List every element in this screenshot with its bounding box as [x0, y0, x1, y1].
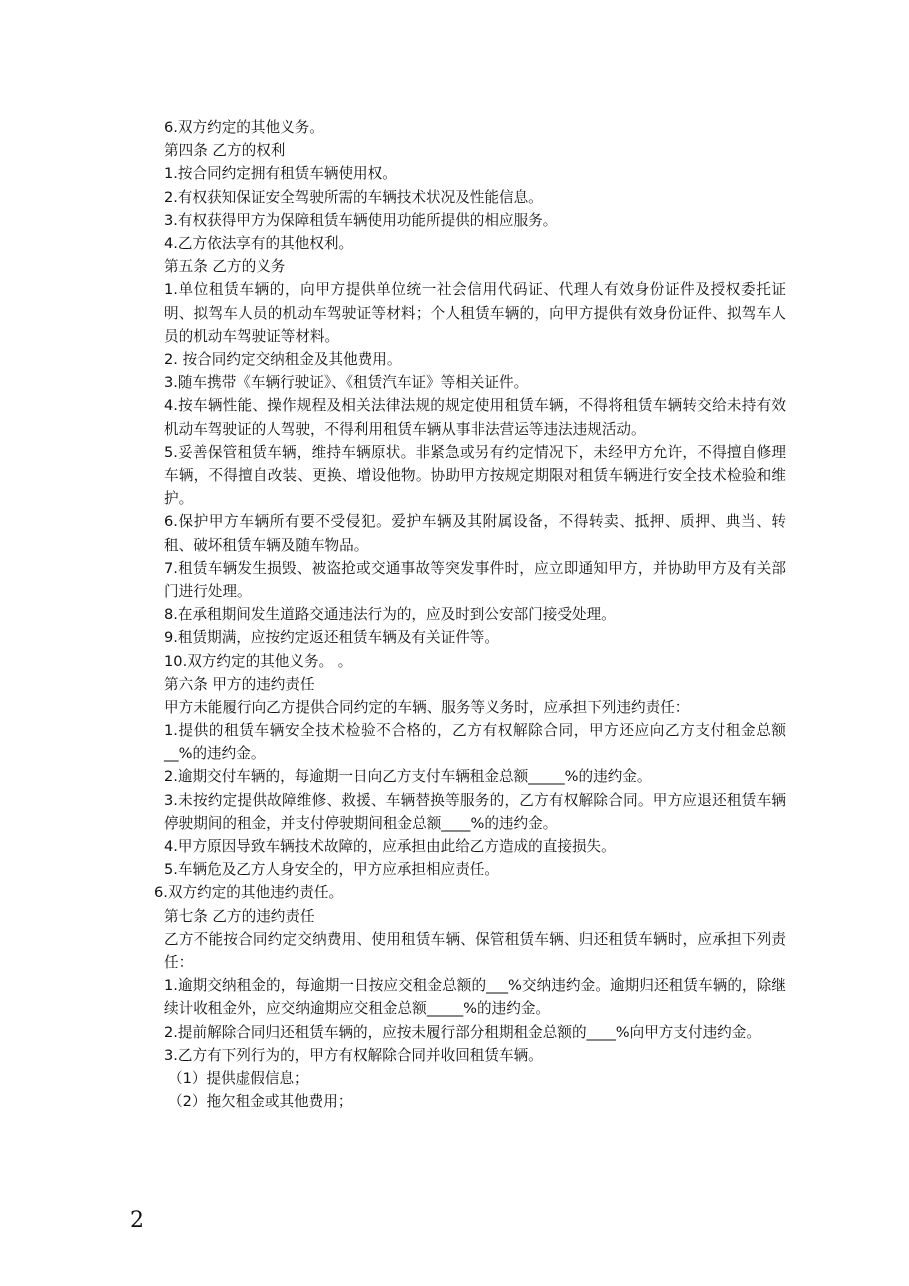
paragraph-line: 1.逾期交纳租金的，每逾期一日按应交租金总额的___%交纳违约金。逾期归还租赁车辆的，除继续计收租金外，应交纳逾期应交租金总额_____%的违约金。 [164, 977, 786, 1018]
paragraph-line: 8.在承租期间发生道路交通违法行为的，应及时到公安部门接受处理。 [164, 606, 616, 624]
paragraph-line: 1.提供的租赁车辆安全技术检验不合格的，乙方有权解除合同，甲方还应向乙方支付租金总额__%的违约金。 [164, 722, 786, 763]
paragraph-line: 5.车辆危及乙方人身安全的，甲方应承担相应责任。 [164, 861, 499, 879]
paragraph-line: 甲方未能履行向乙方提供合同约定的车辆、服务等义务时，应承担下列违约责任： [164, 698, 690, 716]
paragraph-line: （1）提供虚假信息； [168, 1070, 309, 1088]
paragraph-line: 2. 按合同约定交纳租金及其他费用。 [164, 350, 402, 368]
paragraph-line: 4.按车辆性能、操作规程及相关法律法规的规定使用租赁车辆，不得将租赁车辆转交给未持有效机动车驾驶证的人驾驶，不得利用租赁车辆从事非法营运等违法违规活动。 [164, 397, 786, 438]
paragraph-line: 4.乙方依法享有的其他权利。 [164, 234, 354, 252]
paragraph-line: 第六条 甲方的违约责任 [164, 675, 315, 693]
paragraph-line: 3.乙方有下列行为的，甲方有权解除合同并收回租赁车辆。 [164, 1046, 543, 1064]
paragraph-line: 3.未按约定提供故障维修、救援、车辆替换等服务的，乙方有权解除合同。甲方应退还租赁车辆停驶期间的租金，并支付停驶期间租金总额____%的违约金。 [164, 791, 786, 832]
paragraph-line: 第七条 乙方的违约责任 [164, 907, 315, 925]
paragraph-line: 3.随车携带《车辆行驶证》、《租赁汽车证》等相关证件。 [164, 374, 529, 392]
paragraph-line: 3.有权获得甲方为保障租赁车辆使用功能所提供的相应服务。 [164, 211, 558, 229]
paragraph-line: 2.逾期交付车辆的，每逾期一日向乙方支付车辆租金总额_____%的违约金。 [164, 768, 652, 786]
paragraph-line: 6.双方约定的其他违约责任。 [154, 884, 344, 902]
paragraph-line: 2.有权获知保证安全驾驶所需的车辆技术状况及性能信息。 [164, 188, 543, 206]
paragraph-line: 乙方不能按合同约定交纳费用、使用租赁车辆、保管租赁车辆、归还租赁车辆时，应承担下列责任： [164, 930, 786, 972]
paragraph-line: 7.租赁车辆发生损毁、被盗抢或交通事故等突发事件时，应立即通知甲方，并协助甲方及有关部门进行处理。 [164, 559, 786, 600]
paragraph-line: 6.双方约定的其他义务。 [164, 119, 324, 136]
page-number: 2 [130, 1208, 144, 1233]
paragraph-line: 4.甲方原因导致车辆技术故障的，应承担由此给乙方造成的直接损失。 [164, 838, 616, 856]
paragraph-line: 5.妥善保管租赁车辆，维持车辆原状。非紧急或另有约定情况下，未经甲方允许，不得擅自修理车辆，不得擅自改装、更换、增设他物。协助甲方按规定期限对租赁车辆进行安全技术检验和维护。 [164, 443, 786, 508]
paragraph-line: 6.保护甲方车辆所有要不受侵犯。爱护车辆及其附属设备，不得转卖、抵押、质押、典当、转租、破坏租赁车辆及随车物品。 [164, 513, 786, 554]
paragraph-line: 9.租赁期满，应按约定返还租赁车辆及有关证件等。 [164, 629, 499, 647]
paragraph-line: 1.按合同约定拥有租赁车辆使用权。 [164, 165, 397, 183]
paragraph-line: 第四条 乙方的权利 [164, 142, 286, 160]
paragraph-line: 2.提前解除合同归还租赁车辆的，应按未履行部分租期租金总额的____%向甲方支付违约金。 [164, 1023, 761, 1041]
paragraph-line: （2）拖欠租金或其他费用； [168, 1093, 353, 1111]
paragraph-line: 第五条 乙方的义务 [164, 258, 286, 276]
paragraph-line: 1.单位租赁车辆的，向甲方提供单位统一社会信用代码证、代理人有效身份证件及授权委托证明、拟驾车人员的机动车驾驶证等材料；个人租赁车辆的，向甲方提供有效身份证件、拟驾车人员的机动车驾驶证等材料。 [164, 281, 786, 345]
document-body [130, 116, 786, 1113]
paragraph-line: 10.双方约定的其他义务。 。 [164, 652, 353, 670]
